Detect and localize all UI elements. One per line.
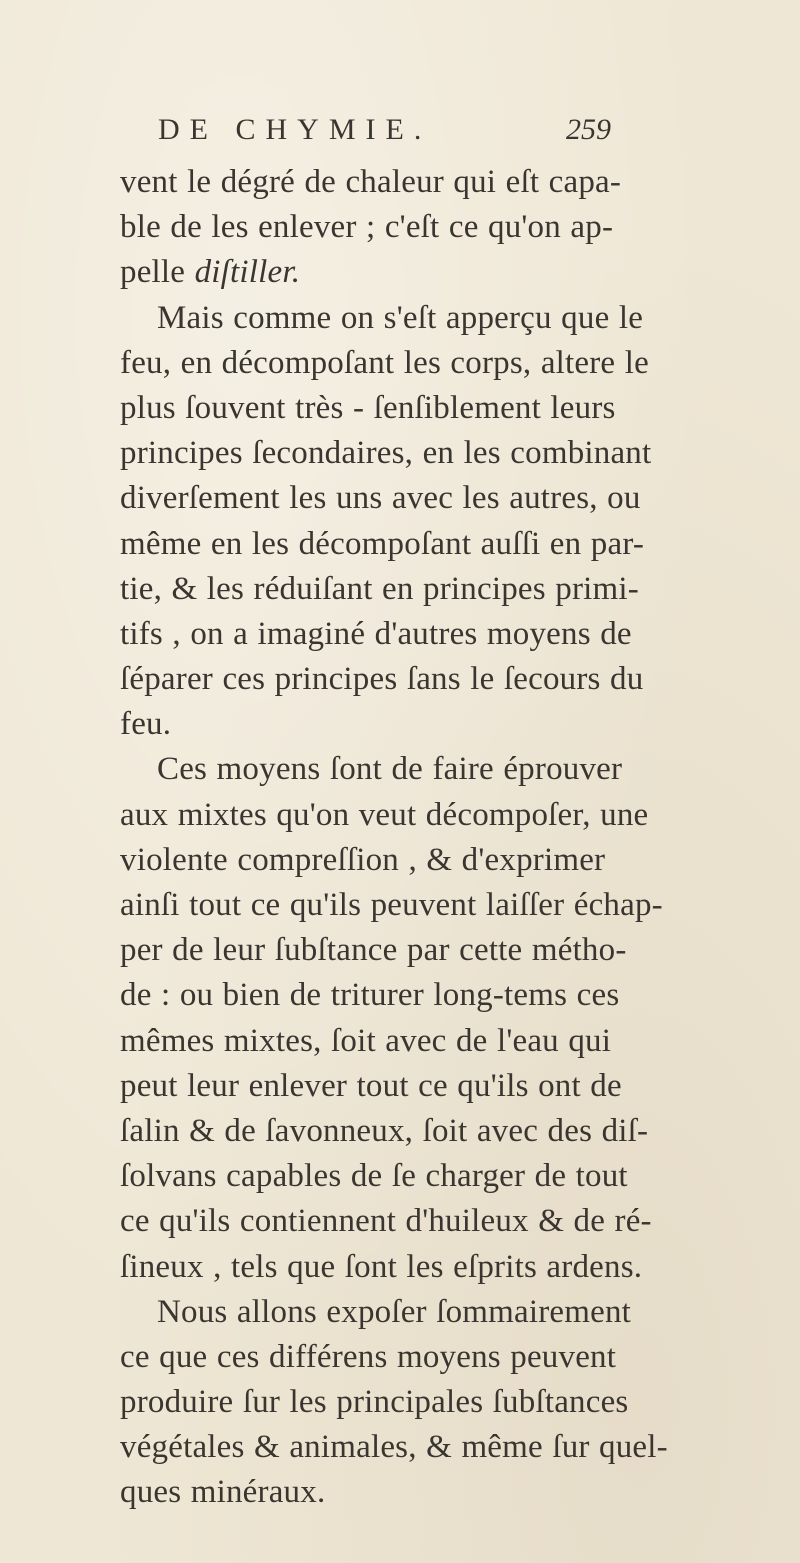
text-line-content: ſéparer ces principes ſans le ſecours du	[120, 661, 644, 698]
italic-term: diſtiller.	[194, 254, 301, 291]
text-line	[120, 1470, 650, 1515]
text-line-content: aux mixtes qu'on veut décompoſer, une	[120, 796, 649, 833]
text-line-content: diverſement les uns avec les autres, ou	[120, 480, 641, 517]
text-line	[120, 431, 650, 476]
text-line	[120, 883, 663, 928]
text-line	[120, 1199, 650, 1244]
page-number: 259	[566, 113, 611, 146]
text-line	[120, 1109, 650, 1154]
text-line-content: Ces moyens ſont de faire éprouver	[157, 751, 623, 788]
text-line-content: ſineux , tels que ſont les eſprits ardens.	[120, 1248, 643, 1285]
text-line-content: violente compreſſion , & d'exprimer	[120, 841, 606, 878]
text-line-content: ſolvans capables de ſe charger de tout	[120, 1158, 628, 1195]
text-line	[120, 1290, 650, 1335]
text-line	[120, 702, 650, 747]
text-line-content: ſalin & de ſavonneux, ſoit avec des diſ-	[120, 1112, 649, 1149]
text-line	[120, 1335, 650, 1380]
text-line-content: mêmes mixtes, ſoit avec de l'eau qui	[120, 1022, 612, 1059]
text-line-content: tie, & les réduiſant en principes primi-	[120, 570, 639, 607]
text-line-content: ble de les enlever ; c'eſt ce qu'on ap-	[120, 209, 614, 246]
text-line-content: de : ou bien de triturer long-tems ces	[120, 977, 620, 1014]
body-text	[120, 160, 668, 1516]
text-line-content: même en les décompoſant auſſi en par-	[120, 525, 645, 562]
text-line-content: Nous allons expoſer ſommairement	[157, 1293, 632, 1330]
text-line	[120, 793, 650, 838]
text-line	[120, 567, 650, 612]
text-line	[120, 250, 650, 295]
text-line-content: per de leur ſubſtance par cette métho-	[120, 932, 627, 969]
text-line-content: feu.	[120, 706, 172, 743]
text-line-content: ainſi tout ce qu'ils peuvent laiſſer échap-	[120, 887, 663, 923]
text-line	[120, 838, 650, 883]
text-line-content: feu, en décompoſant les corps, altere le	[120, 344, 649, 381]
text-line-content: principes ſecondaires, en les combinant	[120, 435, 652, 472]
text-line-content: pelle	[120, 254, 186, 291]
text-line-content: peut leur enlever tout ce qu'ils ont de	[120, 1067, 622, 1104]
text-line	[120, 1380, 650, 1425]
text-line	[120, 747, 650, 792]
text-line	[120, 205, 650, 250]
text-line-content: plus ſouvent très - ſenſiblement leurs	[120, 389, 616, 426]
text-line	[120, 1064, 650, 1109]
text-line-content: vent le dégré de chaleur qui eſt capa-	[120, 164, 622, 200]
running-head: DE CHYMIE.	[158, 113, 432, 146]
text-line	[120, 476, 650, 521]
text-line	[120, 160, 650, 205]
text-line	[120, 1425, 668, 1470]
text-line	[120, 386, 650, 431]
text-line	[120, 657, 650, 702]
text-line-content: ce que ces différens moyens peuvent	[120, 1338, 617, 1375]
text-line	[120, 296, 650, 341]
text-line	[120, 973, 650, 1018]
text-line	[120, 341, 650, 386]
text-line	[120, 1245, 650, 1290]
text-line-content: ce qu'ils contiennent d'huileux & de ré-	[120, 1203, 652, 1240]
text-line	[120, 928, 650, 973]
text-line-content: produire ſur les principales ſubſtances	[120, 1384, 629, 1421]
text-line	[120, 1154, 650, 1199]
page-header	[158, 100, 658, 160]
text-line	[120, 612, 650, 657]
text-line	[120, 522, 650, 567]
text-line-content: tifs , on a imaginé d'autres moyens de	[120, 615, 632, 652]
text-line	[120, 1019, 650, 1064]
text-line-content: Mais comme on s'eſt apperçu que le	[157, 299, 644, 336]
text-line-content: végétales & animales, & même ſur quel-	[120, 1429, 668, 1466]
text-line-content: ques minéraux.	[120, 1474, 326, 1511]
